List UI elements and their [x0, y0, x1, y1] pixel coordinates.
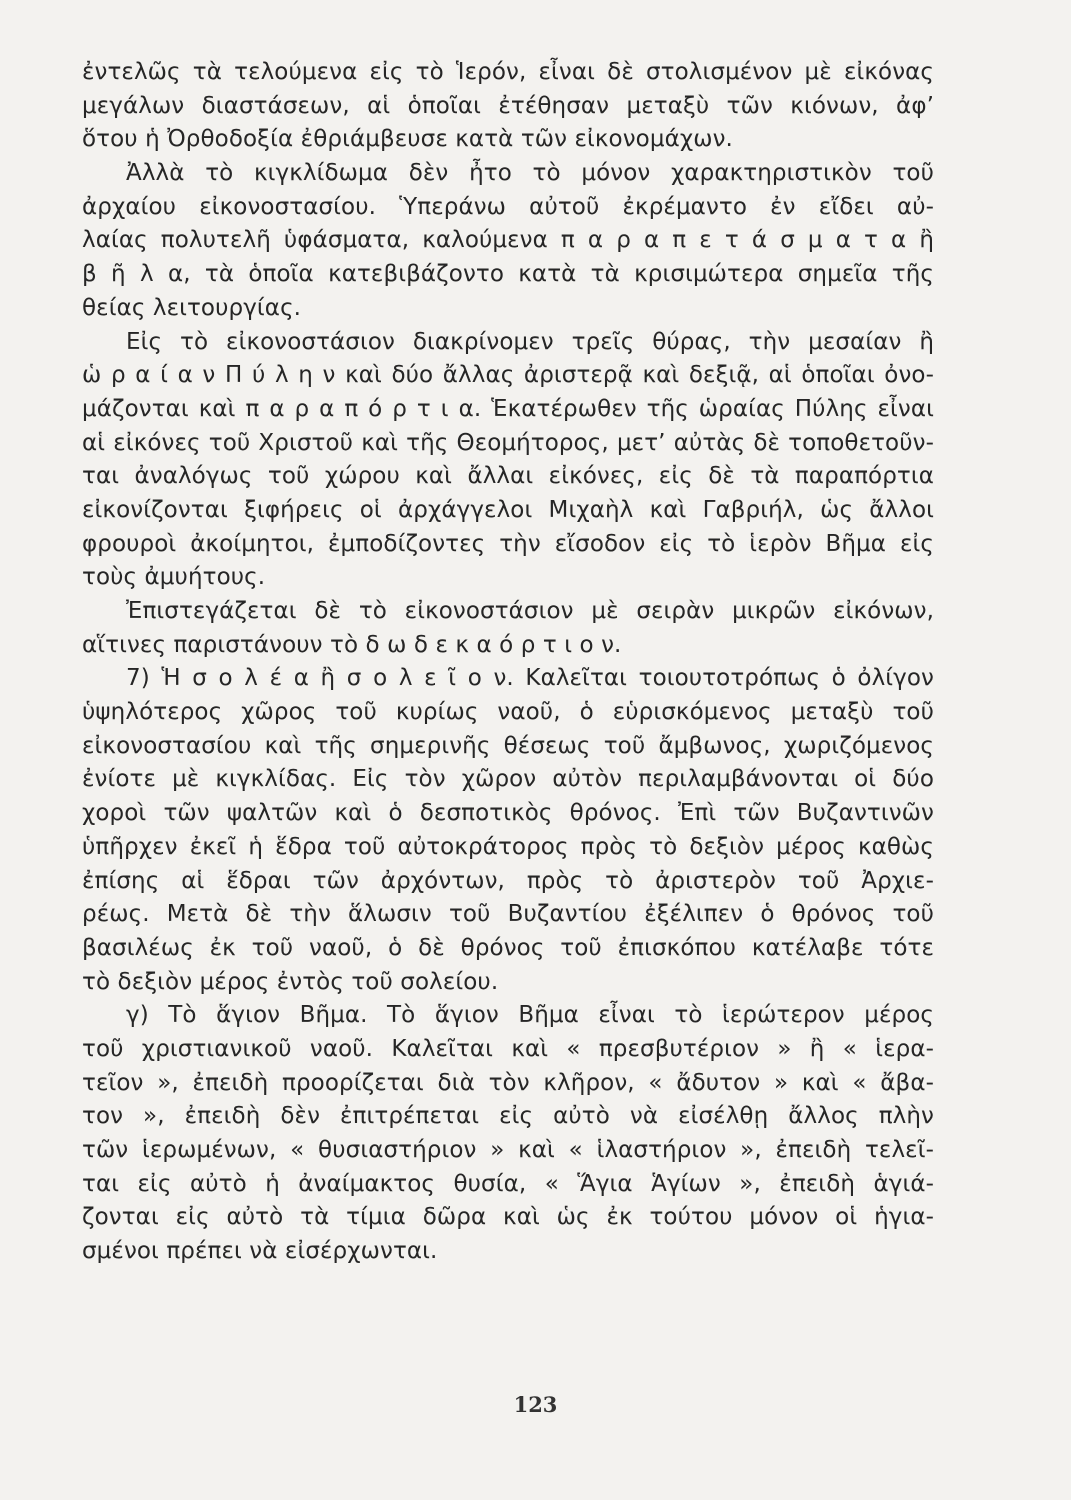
text-line: τοῦ χριστιανικοῦ ναοῦ. Καλεῖται καὶ « πρεσβυτέριον » ἢ « ἱερα-	[82, 1035, 934, 1062]
text-line: ὑπῆρχεν ἐκεῖ ἡ ἕδρα τοῦ αὐτοκράτορος πρὸς τὸ δεξιὸν μέρος καθὼς	[82, 833, 934, 860]
text-line: ὅτου ἡ Ὀρθοδοξία ἐθριάμβευσε κατὰ τῶν εἰκονομάχων.	[82, 126, 733, 153]
text-line: εἰκονίζονται ξιφήρεις οἱ ἀρχάγγελοι Μιχαὴλ καὶ Γαβριήλ, ὡς ἄλλοι	[82, 496, 934, 523]
text-line: τεῖον », ἐπειδὴ προορίζεται διὰ τὸν κλῆρον, « ἄδυτον » καὶ « ἄβα-	[82, 1069, 934, 1096]
text-line: τοὺς ἀμυήτους.	[82, 564, 266, 591]
text-line: γ) Τὸ ἅγιον Βῆμα. Τὸ ἅγιον Βῆμα εἶναι τὸ ἱερώτερον μέρος	[126, 1002, 934, 1029]
text-line: μεγάλων διαστάσεων, αἱ ὁποῖαι ἐτέθησαν μεταξὺ τῶν κιόνων, ἀφ’	[82, 92, 934, 119]
text-line: αἱ εἰκόνες τοῦ Χριστοῦ καὶ τῆς Θεομήτορος, μετ’ αὐτὰς δὲ τοποθετοῦν-	[82, 429, 934, 456]
body-text	[82, 56, 934, 1269]
text-line: θείας λειτουργίας.	[82, 294, 302, 321]
text-line: Ἐπιστεγάζεται δὲ τὸ εἰκονοστάσιον μὲ σειρὰν μικρῶν εἰκόνων,	[126, 598, 934, 624]
text-line: εἰκονοστασίου καὶ τῆς σημερινῆς θέσεως τοῦ ἄμβωνος, χωριζόμενος	[82, 732, 934, 759]
text-line: ἐνίοτε μὲ κιγκλίδας. Εἰς τὸν χῶρον αὐτὸν περιλαμβάνονται οἱ δύο	[82, 766, 934, 793]
text-line: Ἀλλὰ τὸ κιγκλίδωμα δὲν ἦτο τὸ μόνον χαρακτηριστικὸν τοῦ	[126, 160, 934, 187]
text-line: αἵτινες παριστάνουν τὸ δ ω δ ε κ α ό ρ τ ι ο ν.	[82, 631, 622, 658]
text-line: ὑψηλότερος χῶρος τοῦ κυρίως ναοῦ, ὁ εὑρισκόμενος μεταξὺ τοῦ	[82, 699, 934, 726]
page-number: 123	[513, 1392, 558, 1417]
text-line: λαίας πολυτελῆ ὑφάσματα, καλούμενα π α ρ α π ε τ ά σ μ α τ α ἢ	[82, 227, 934, 254]
text-line: τὸ δεξιὸν μέρος ἐντὸς τοῦ σολείου.	[82, 968, 499, 995]
text-line: ὡ ρ α ί α ν Π ύ λ η ν καὶ δύο ἄλλας ἀριστερᾷ καὶ δεξιᾷ, αἱ ὁποῖαι ὀνο-	[82, 362, 934, 389]
text-line: τῶν ἱερωμένων, « θυσιαστήριον » καὶ « ἱλαστήριον », ἐπειδὴ τελεῖ-	[82, 1137, 934, 1163]
text-line: τον », ἐπειδὴ δὲν ἐπιτρέπεται εἰς αὐτὸ νὰ εἰσέλθῃ ἄλλος πλὴν	[82, 1103, 934, 1130]
text-line: ἐπίσης αἱ ἕδραι τῶν ἀρχόντων, πρὸς τὸ ἀριστερὸν τοῦ Ἀρχιε-	[82, 867, 934, 894]
text-line: ρέως. Μετὰ δὲ τὴν ἅλωσιν τοῦ Βυζαντίου ἐξέλιπεν ὁ θρόνος τοῦ	[82, 901, 934, 928]
text-line: β ῆ λ α, τὰ ὁποῖα κατεβιβάζοντο κατὰ τὰ κρισιμώτερα σημεῖα τῆς	[82, 261, 934, 288]
text-line: Εἰς τὸ εἰκονοστάσιον διακρίνομεν τρεῖς θύρας, τὴν μεσαίαν ἢ	[126, 328, 934, 355]
text-line: μάζονται καὶ π α ρ α π ό ρ τ ι α. Ἑκατέρωθεν τῆς ὡραίας Πύλης εἶναι	[82, 395, 934, 422]
text-line: βασιλέως ἐκ τοῦ ναοῦ, ὁ δὲ θρόνος τοῦ ἐπισκόπου κατέλαβε τότε	[82, 934, 934, 961]
text-line: ζονται εἰς αὐτὸ τὰ τίμια δῶρα καὶ ὡς ἐκ τούτου μόνον οἱ ἡγια-	[82, 1204, 934, 1231]
text-line: ται εἰς αὐτὸ ἡ ἀναίμακτος θυσία, « Ἅγια Ἁγίων », ἐπειδὴ ἁγιά-	[82, 1170, 934, 1197]
text-line: ἀρχαίου εἰκονοστασίου. Ὑπεράνω αὐτοῦ ἐκρέμαντο ἐν εἴδει αὐ-	[82, 193, 934, 220]
text-line: χοροὶ τῶν ψαλτῶν καὶ ὁ δεσποτικὸς θρόνος. Ἐπὶ τῶν Βυζαντινῶν	[82, 800, 934, 827]
text-line: σμένοι πρέπει νὰ εἰσέρχωνται.	[82, 1238, 438, 1265]
text-line: φρουροὶ ἀκοίμητοι, ἐμποδίζοντες τὴν εἴσοδον εἰς τὸ ἱερὸν Βῆμα εἰς	[82, 530, 934, 557]
text-line: 7) Ἡ σ ο λ έ α ἢ σ ο λ ε ῖ ο ν. Καλεῖται τοιουτοτρόπως ὁ ὀλίγον	[126, 665, 934, 692]
text-line: ται ἀναλόγως τοῦ χώρου καὶ ἄλλαι εἰκόνες, εἰς δὲ τὰ παραπόρτια	[82, 463, 934, 490]
text-line: ἐντελῶς τὰ τελούμενα εἰς τὸ Ἱερόν, εἶναι δὲ στολισμένον μὲ εἰκόνας	[82, 59, 934, 85]
